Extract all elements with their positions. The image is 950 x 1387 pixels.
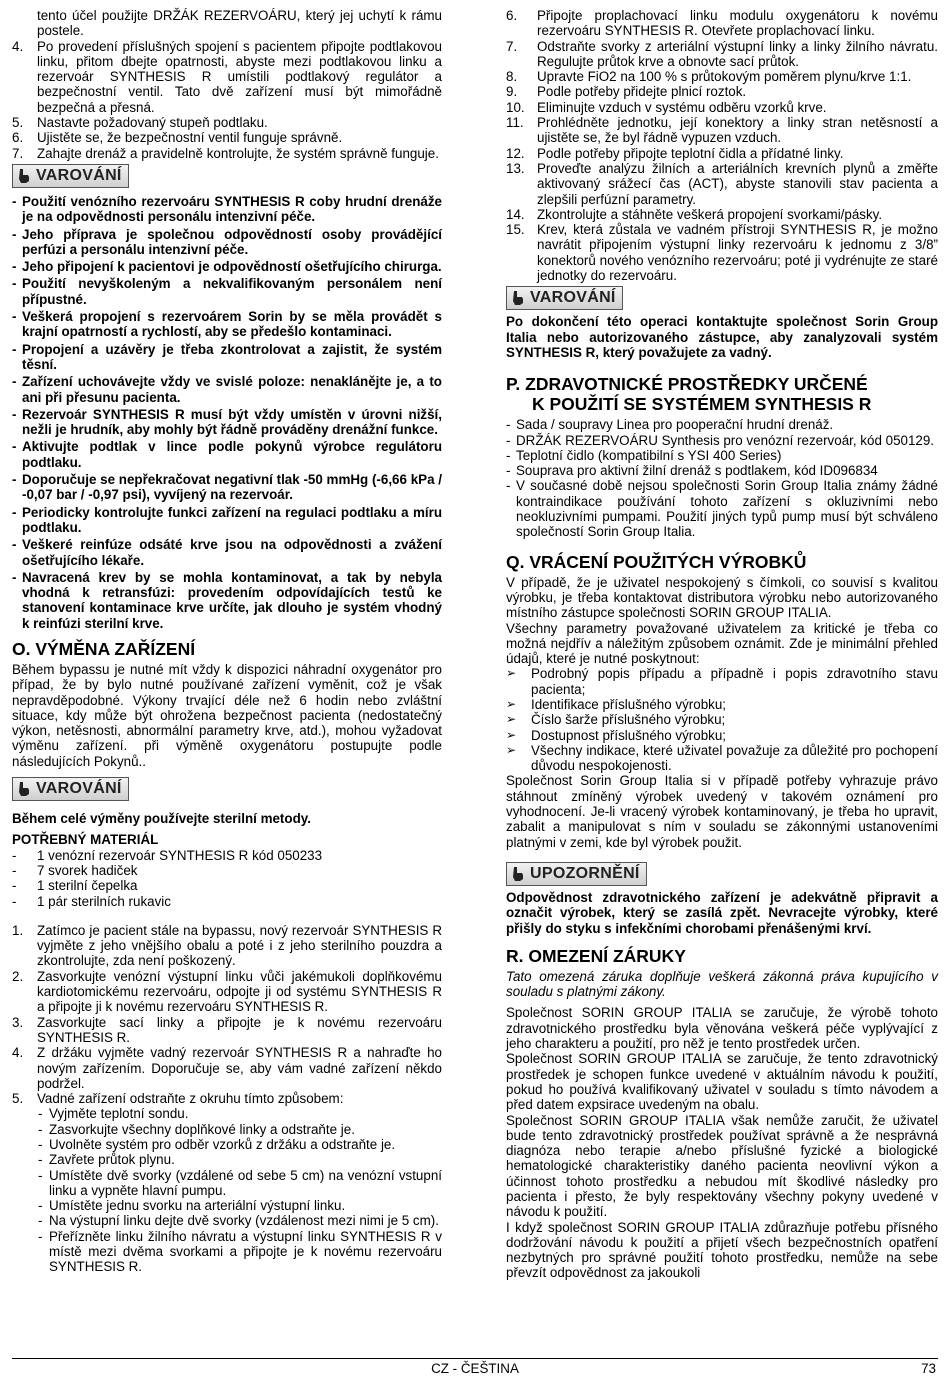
substep-item: - Vyjměte teplotní sondu.: [38, 1106, 189, 1122]
arrow-bullet-icon: ➢: [506, 742, 517, 757]
page-number: 73: [921, 1361, 936, 1376]
p-item: - V současné době nejsou společnosti Sorin Group Italia známy žádné kontraindikace používání tohoto zařízení s okluzivními nebo neokluzivními pumpami. Použití jiných typů pump musí být schváleno společností Sorin Group Italia.: [506, 478, 938, 540]
steps-a-list: [12, 39, 442, 161]
step-item: 5. Vadné zařízení odstraňte z okruhu tímto způsobem:: [12, 1091, 344, 1107]
steps-c-list: [506, 8, 938, 283]
step-item: 11. Prohlédněte jednotku, její konektory a linky stran netěsností a ujistěte se, že byl řádně vypuzen vzduch.: [506, 115, 938, 146]
step-item: 10. Eliminujte vzduch v systému odběru vzorků krve.: [506, 99, 827, 115]
steps-b-list: [12, 923, 442, 1107]
section-o-title: O. VÝMĚNA ZAŘÍZENÍ: [12, 638, 196, 659]
warning-label: VAROVÁNÍ: [36, 166, 122, 184]
step-item: 3. Zasvorkujte sací linky a připojte je k novému rezervoáru SYNTHESIS R.: [12, 1014, 442, 1045]
q-paragraph-3: Společnost Sorin Group Italia si v případě potřeby vyhrazuje právo stáhnout zmíněný výrobek uvedený v takovém oznámení pro vyhodnocení. Je-li vracený výrobek kontaminovaný, je třeba ho upravit, zabalit a manipulovat s ním v souladu se zákonnými ustanoveními platnými v zemi, kde byl výrobek použit.: [506, 773, 938, 850]
warning-item: - Periodicky kontrolujte funkci zařízení na regulaci podtlaku a míru podtlaku.: [12, 504, 442, 535]
substep-item: - Umístěte dvě svorky (vzdálené od sebe 5 cm) na venózní vstupní linku a vypněte hlavní pumpu.: [38, 1167, 442, 1198]
caution-label: UPOZORNĚNÍ: [530, 864, 640, 882]
substep-item: - Na výstupní linku dejte dvě svorky (vzdálenost mezi nimi je 5 cm).: [38, 1213, 439, 1229]
step-item: 12. Podle potřeby připojte teplotní čidla a přídatné linky.: [506, 145, 844, 161]
p-item: - DRŽÁK REZERVOÁRU Synthesis pro venózní rezervoár, kód 050129.: [506, 432, 935, 448]
arrow-bullet-icon: ➢: [506, 727, 517, 742]
arrow-bullet-icon: ➢: [506, 666, 517, 681]
intro-continuation: tento účel použijte DRŽÁK REZERVOÁRU, který jej uchytí k rámu postele.: [37, 8, 442, 39]
step-item: 2. Zasvorkujte venózní výstupní linku vůči jakémukoli doplňkovému kardiotomickému rezervoáru, odpojte ji od systému SYNTHESIS R a připojte ji k novému rezervoáru SYNTHESIS R.: [12, 968, 442, 1015]
p-item: - Sada / soupravy Linea pro pooperační hrudní drenáž.: [506, 417, 834, 433]
q-item: ➢ Číslo šarže příslušného výrobku;: [506, 712, 726, 728]
r-paragraph-1: Společnost SORIN GROUP ITALIA se zaručuje, že výrobě tohoto zdravotnického prostředku byla věnována veškerá péče vyplývající z jeho charakteru a použití, pro něž je tento prostředek určen.: [506, 1005, 938, 1052]
warning-item: - Použití venózního rezervoáru SYNTHESIS R coby hrudní drenáže je na odpovědnosti personálu intenzivní péče.: [12, 193, 442, 225]
step-item: 9. Podle potřeby přidejte plnicí roztok.: [506, 84, 747, 100]
substep-item: - Zavřete průtok plynu.: [38, 1152, 175, 1168]
r-paragraph-3: Společnost SORIN GROUP ITALIA však nemůže zaručit, že uživatel bude tento zdravotnický prostředek používat správně a že nesprávná diagnóza nebo terapie a/nebo příslušné fyzické a biologické hematologické charakteristiky daného pacienta neovlivní výkon a účinnost tohoto prostředku a nebudou mít škodlivé následky pro pacienta i přesto, že byly respektovány všechny pokyny uvedené v návodu k použití.: [506, 1112, 938, 1220]
step-item: 15. Krev, která zůstala ve vadném přístroji SYNTHESIS R, je možno navrátit připojením výstupní linky rezervoáru k jednomu z 3/8” konektorů nového venózního rezervoáru; poté ji vydrénujte ze staré jednotky do rezervoáru.: [506, 222, 938, 284]
section-p-title: P. ZDRAVOTNICKÉ PROSTŘEDKY URČENÉ K POUŽITÍ SE SYSTÉMEM SYNTHESIS R: [506, 374, 872, 415]
material-item: - 1 sterilní čepelka: [12, 878, 138, 894]
step-item: 1. Zatímco je pacient stále na bypassu, nový rezervoár SYNTHESIS R vyjměte z jeho vnějšího obalu a poté i z jeho sterilního pouzdra a zkontrolujte, zda není poškozený.: [12, 922, 442, 969]
substep-item: - Přeřízněte linku žilního návratu a výstupní linku SYNTHESIS R v místě mezi dvěma svorkami a připojte je k novému rezervoáru SYNTHESIS R.: [38, 1228, 442, 1275]
warning-banner-2: [12, 777, 129, 801]
q-paragraph-2: Všechny parametry považované uživatelem za kritické je třeba co možná nejdřív a náležitým způsobem oznámit. Zde je minimální přehled údajů, které je nutné poskytnout:: [506, 620, 938, 667]
arrow-bullet-icon: ➢: [506, 712, 517, 727]
q-paragraph-1: V případě, že je uživatel nespokojený s čímkoli, co souvisí s kvalitou výrobku, je třeba kontaktovat distributora výrobku nebo autorizovaného místního zástupce společnosti SORIN GROUP ITALIA.: [506, 574, 938, 621]
warning-3-text: Po dokončení této operaci kontaktujte společnost Sorin Group Italia nebo autorizovaného zástupce, aby zanalyzovali systém SYNTHESIS R, který považujete za vadný.: [506, 314, 938, 360]
warning-item: - Doporučuje se nepřekračovat negativní tlak -50 mmHg (-6,66 kPa / -0,07 bar / -0,97 psi), vyvíjený na rezervoár.: [12, 472, 442, 503]
section-o-paragraph: Během bypassu je nutné mít vždy k dispozici náhradní oxygenátor pro případ, že by bylo nutné používané zařízení vyměnit, což je však nepravděpodobné. Výkony trvající déle než 6 hodin nebo zvláštní situace, kdy může být ohrožena bezpečnost pacienta (nedostatečný výkon, netěsnosti, abnormální parametry krve, atd.), mohou vyžadovat výměnu zařízení. při výměně oxygenátoru postupujte podle následujících Pokynů..: [12, 661, 442, 769]
material-item: - 1 pár sterilních rukavic: [12, 893, 171, 909]
p-item: - Souprava pro aktivní žilní drenáž s podtlakem, kód ID096834: [506, 463, 878, 479]
section-r-title: R. OMEZENÍ ZÁRUKY: [506, 945, 686, 966]
caution-text: Odpovědnost zdravotnického zařízení je adekvátně připravit a označit výrobek, který se zasílá zpět. Nevracejte výrobky, které přišly do styku s infekčními chorobami přenášenými krví.: [506, 889, 938, 936]
step-item: 5. Nastavte požadovaný stupeň podtlaku.: [12, 115, 268, 131]
arrow-bullet-icon: ➢: [506, 696, 517, 711]
step-item: 8. Upravte FiO2 na 100 % s průtokovým poměrem plynu/krve 1:1.: [506, 69, 912, 85]
substep-item: - Umístěte jednu svorku na arteriální výstupní linku.: [38, 1198, 346, 1214]
caution-hand-icon: [511, 866, 525, 882]
substep-item: - Uvolněte systém pro odběr vzorků z držáku a odstraňte je.: [38, 1137, 396, 1152]
r-paragraph-2: Společnost SORIN GROUP ITALIA se zaručuje, že tento zdravotnický prostředek je schopen funkce uvedené v aktuálním návodu k použití, pokud ho používá kvalifikovaný uživatel v souladu s tímto návodem a před datem expsirace uvedeným na obalu.: [506, 1051, 938, 1113]
warning-item: - Zařízení uchovávejte vždy ve svislé poloze: nenaklánějte je, a to ani při přesunu pacienta.: [12, 374, 442, 405]
warnings-list: [12, 194, 442, 631]
q-item: ➢ Dostupnost příslušného výrobku;: [506, 727, 727, 743]
p-list: [506, 417, 938, 539]
r-paragraph-4: I když společnost SORIN GROUP ITALIA zdůrazňuje potřebu přísného dodržování návodu k použití a přijetí všech bezpečnostních opatření nezbytných pro správné použití tohoto prostředku, nemůže na sebe převzít odpovědnost za jakoukoli: [506, 1219, 938, 1281]
caution-banner: [506, 862, 647, 886]
warning-item: - Veškerá propojení s rezervoárem Sorin by se měla provádět s krajní opatrností a rychlostí, aby se předešlo kontaminaci.: [12, 309, 442, 340]
step-item: 6. Ujistěte se, že bezpečnostní ventil funguje správně.: [12, 130, 343, 146]
warning-hand-icon: [17, 168, 31, 184]
section-q-title: Q. VRÁCENÍ POUŽITÝCH VÝROBKŮ: [506, 551, 807, 572]
substeps-list: [12, 1106, 442, 1274]
step-item: 4. Po provedení příslušných spojení s pacientem připojte podtlakovou linku, přitom dbejte opatrnosti, abyste mezi podtlakovou linku a rezervoár SYNTHESIS R umístili podtlakový regulátor a bezpečnostní ventil. Tato dvě zařízení musí být mimořádně bezpečná a přesná.: [12, 38, 442, 115]
warning-hand-icon: [17, 781, 31, 797]
footer-language: CZ - ČEŠTINA: [431, 1361, 519, 1376]
warning-item: - Veškeré reinfúze odsáté krve jsou na odpovědnosti a zvážení ošetřujícího lékaře.: [12, 537, 442, 568]
material-item: - 7 svorek hadiček: [12, 862, 138, 878]
step-item: 6. Připojte proplachovací linku modulu oxygenátoru k novému rezervoáru SYNTHESIS R. Otevřete proplachovací linku.: [506, 8, 938, 39]
warning-item: - Jeho příprava je společnou odpovědností osoby provádějící perfúzi a personálu intenzivní péče.: [12, 226, 442, 257]
q-item: ➢ Podrobný popis případu a případně i popis zdravotního stavu pacienta;: [506, 666, 938, 697]
warning-item: - Aktivujte podtlak v lince podle pokynů výrobce regulátoru podtlaku.: [12, 439, 442, 470]
warning-item: - Rezervoár SYNTHESIS R musí být vždy umístěn v úrovni nižší, nežli je hrudník, aby mohly být řádně prováděny drenážní funkce.: [12, 406, 442, 438]
step-item: 13. Proveďte analýzu žilních a arteriálních krevních plynů a změřte aktivovaný srážecí čas (ACT), abyste stanovili stav pacienta a zlepšili perfúzní parametry.: [506, 160, 938, 207]
p-item: - Teplotní čidlo (kompatibilní s YSI 400 Series): [506, 447, 782, 463]
step-item: 7. Zahajte drenáž a pravidelně kontrolujte, že systém správně funguje.: [12, 145, 439, 161]
step-item: 7. Odstraňte svorky z arteriální výstupní linky a linky žilního návratu. Regulujte průtok krve a obnovte sací průtok.: [506, 38, 938, 69]
material-title: POTŘEBNÝ MATERIÁL: [12, 832, 159, 848]
warning-label: VAROVÁNÍ: [530, 289, 616, 307]
warning-item: - Použití nevyškoleným a nekvalifikovaným personálem není přípustné.: [12, 276, 442, 307]
q-list: [506, 666, 938, 773]
footer-divider: [12, 1358, 938, 1359]
warning-item: - Navracená krev by se mohla kontaminovat, a tak by nebyla vhodná k retransfúzi: provedením odpovídajících testů ke stanovení kontaminace krve určíte, jak dlouho je systém vhodný k reinfúzi sterilní krve.: [12, 569, 442, 631]
left-column: [12, 8, 442, 1275]
step-item: 4. Z držáku vyjměte vadný rezervoár SYNTHESIS R a nahraďte ho novým zařízením. Doporučuje se, aby vám vadné zařízení někdo podržel.: [12, 1045, 442, 1091]
q-item: ➢ Všechny indikace, které uživatel považuje za důležité pro pochopení důvodu nespokojenosti.: [506, 742, 938, 774]
q-item: ➢ Identifikace příslušného výrobku;: [506, 696, 727, 712]
warning-item: - Jeho připojení k pacientovi je odpovědností ošetřujícího chirurga.: [12, 259, 442, 275]
warning-item: - Propojení a uzávěry je třeba zkontrolovat a zajistit, že systém těsní.: [12, 341, 442, 372]
material-item: - 1 venózní rezervoár SYNTHESIS R kód 050233: [12, 847, 323, 863]
materials-list: [12, 848, 442, 909]
warning-hand-icon: [511, 290, 525, 306]
warning-banner-3: [506, 286, 623, 310]
step-item: 14. Zkontrolujte a stáhněte veškerá propojení svorkami/pásky.: [506, 206, 883, 222]
right-column: [506, 8, 938, 1281]
r-italic-note: Tato omezená záruka doplňuje veškerá zákonná práva kupujícího v souladu s platnými zákony.: [506, 968, 938, 1000]
warning-banner: [12, 164, 129, 188]
sterile-note: Během celé výměny používejte sterilní metody.: [12, 811, 311, 827]
warning-label: VAROVÁNÍ: [36, 780, 122, 798]
substep-item: - Zasvorkujte všechny doplňkové linky a odstraňte je.: [38, 1121, 355, 1137]
